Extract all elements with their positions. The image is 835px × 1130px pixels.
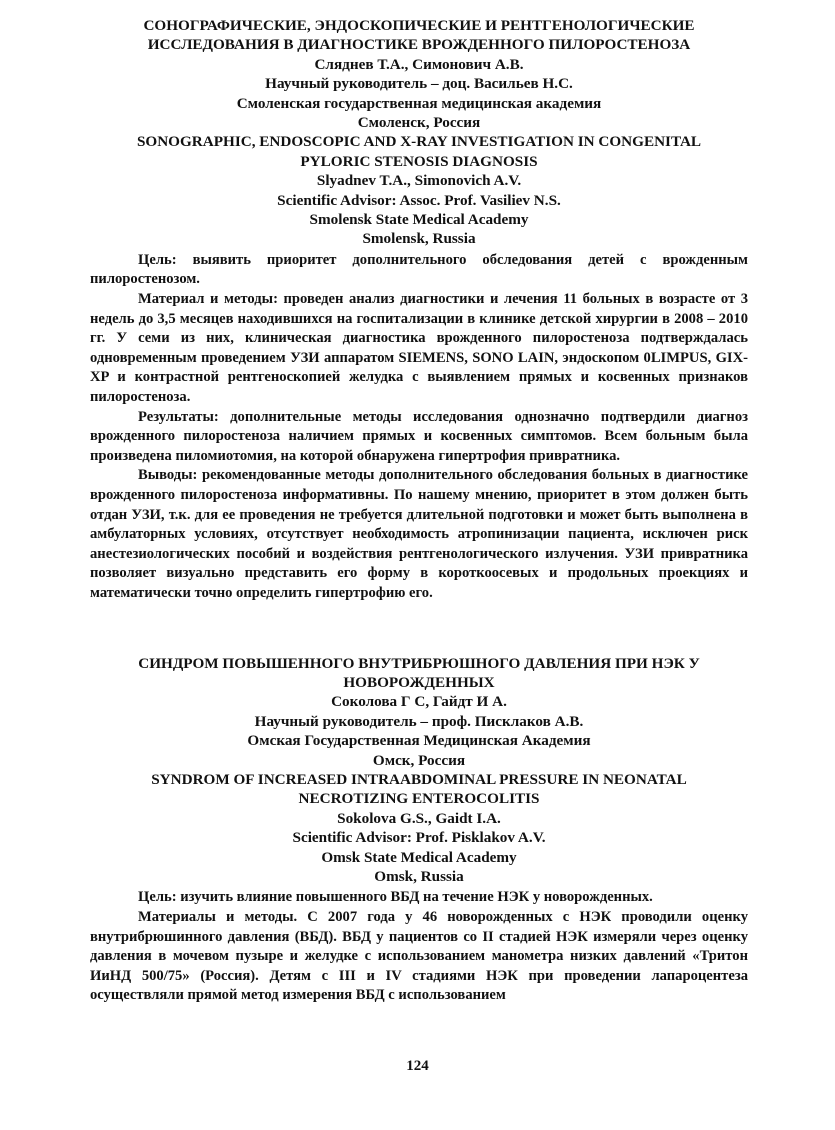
article-separator bbox=[90, 604, 748, 654]
paragraph-conclusions: Выводы: рекомендованные методы дополнительного обследования больных в диагностике врожденного пилоростеноза информативны. По нашему мнению, приоритет в этом должен быть отдан УЗИ, т.к. для ее проведения не требуется длительной подготовки и может быть выполнена в амбулаторных условиях, отсутствует необходимость атропинизации пациента, исключен риск анестезиологических пособий и воздействия рентгенологического излучения. УЗИ привратника позволяет визуально представить его форму в короткоосевых и продольных проекциях и математически точно определить гипертрофию его. bbox=[90, 467, 748, 601]
authors-en: Slyadnev T.A., Simonovich A.V. bbox=[316, 172, 522, 190]
organization-en: Smolensk State Medical Academy bbox=[309, 211, 529, 229]
city-ru: Омск, Россия bbox=[372, 751, 466, 769]
authors-en: Sokolova G.S., Gaidt I.A. bbox=[337, 809, 501, 827]
advisor-ru: Научный руководитель – проф. Писклаков А.В. bbox=[254, 712, 584, 730]
city-en: Omsk, Russia bbox=[374, 868, 464, 886]
article-title-ru-line-2: ИССЛЕДОВАНИЯ В ДИАГНОСТИКЕ ВРОЖДЕННОГО ПИЛОРОСТЕНОЗА bbox=[147, 36, 691, 54]
page-content bbox=[90, 16, 748, 1006]
city-ru: Смоленск, Россия bbox=[357, 114, 481, 132]
article-2 bbox=[90, 654, 748, 1006]
advisor-en: Scientific Advisor: Assoc. Prof. Vasiliev N.S. bbox=[277, 191, 561, 209]
paragraph-aim: Цель: выявить приоритет дополнительного обследования детей с врожденным пилоростенозом. bbox=[90, 251, 748, 288]
advisor-en: Scientific Advisor: Prof. Pisklakov A.V. bbox=[292, 829, 546, 847]
page-number: 124 bbox=[406, 1058, 429, 1074]
article-title-ru-line-1: СОНОГРАФИЧЕСКИЕ, ЭНДОСКОПИЧЕСКИЕ И РЕНТГЕНОЛОГИЧЕСКИЕ bbox=[143, 17, 695, 34]
article-title-en-line-1: SONOGRAPHIC, ENDOSCOPIC AND X-RAY INVESTIGATION IN CONGENITAL bbox=[136, 133, 702, 151]
organization-ru: Смоленская государственная медицинская академия bbox=[236, 94, 602, 112]
article-1 bbox=[90, 16, 748, 604]
paragraph-aim: Цель: изучить влияние повышенного ВБД на течение НЭК у новорожденных. bbox=[138, 889, 653, 906]
city-en: Smolensk, Russia bbox=[362, 230, 476, 248]
paragraph-results: Результаты: дополнительные методы исследования однозначно подтвердили диагноз врожденного пилоростеноза наличием прямых и косвенных симптомов. Всем больным была произведена пиломиотомия, на которой обнаружена гипертрофия привратника. bbox=[90, 408, 748, 464]
article-title-ru-line-1: СИНДРОМ ПОВЫШЕННОГО ВНУТРИБРЮШНОГО ДАВЛЕНИЯ ПРИ НЭК У bbox=[138, 654, 700, 672]
article-title-en-line-2: PYLORIC STENOSIS DIAGNOSIS bbox=[300, 152, 538, 170]
organization-ru: Омская Государственная Медицинская Академия bbox=[247, 732, 591, 750]
article-title-ru-line-2: НОВОРОЖДЕННЫХ bbox=[343, 673, 495, 691]
paragraph-methods: Материалы и методы. С 2007 года у 46 новорожденных с НЭК проводили оценку внутрибрюшинного давления (ВБД). ВБД у пациентов со II стадией НЭК измеряли через оценку давления в мочевом пузыре и желудке с использованием манометра низких давлений «Тритон ИиНД 500/75» (Россия). Детям с III и IV стадиями НЭК при проведении лапароцентеза осуществляли прямой метод измерения ВБД с использованием bbox=[90, 909, 748, 1004]
organization-en: Omsk State Medical Academy bbox=[321, 848, 517, 866]
article-title-en-line-1: SYNDROM OF INCREASED INTRAABDOMINAL PRESSURE IN NEONATAL bbox=[151, 771, 687, 788]
advisor-ru: Научный руководитель – доц. Васильев Н.С. bbox=[265, 75, 573, 93]
article-title-en-line-2: NECROTIZING ENTEROCOLITIS bbox=[298, 790, 540, 808]
authors-ru: Сляднев Т.А., Симонович А.В. bbox=[314, 55, 524, 73]
paragraph-methods: Материал и методы: проведен анализ диагностики и лечения 11 больных в возрасте от 3 недель до 3,5 месяцев находившихся на госпитализации в клинике детской хирургии в 2008 – 2010 гг. У семи из них, клиническая диагностика врожденного пилоростеноза подтверждалась одновременным проведением УЗИ аппаратом SIEMENS, SONO LAIN, эндоскопом 0LIMPUS, GIX-XP и контрастной рентгеноскопией желудка с выявлением прямых и косвенных признаков пилоростеноза. bbox=[90, 291, 748, 406]
authors-ru: Соколова Г С, Гайдт И А. bbox=[331, 693, 507, 711]
